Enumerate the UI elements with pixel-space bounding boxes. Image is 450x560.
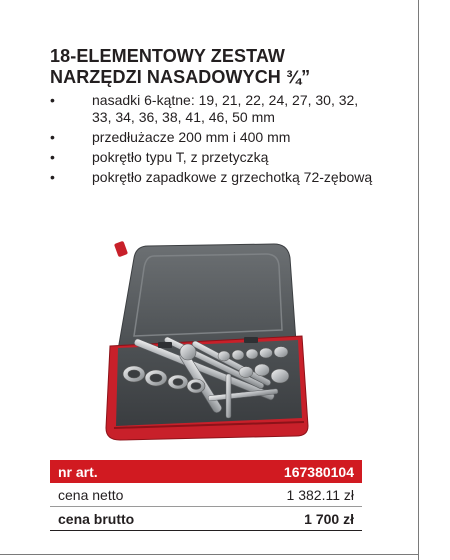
product-specs-table xyxy=(50,460,362,531)
product-title-line-2: NARZĘDZI NASADOWYCH ¾” xyxy=(50,67,311,87)
feature-item xyxy=(50,92,380,126)
net-price-label: cena netto xyxy=(50,483,211,507)
page-border-bottom xyxy=(0,554,419,555)
case-lid xyxy=(118,244,296,350)
net-price-value: 1 382.11 zł xyxy=(211,483,362,507)
article-number-value: 167380104 xyxy=(211,460,362,483)
bullet-icon: • xyxy=(50,92,55,108)
feature-item xyxy=(50,149,380,166)
net-price-row xyxy=(50,483,362,507)
feature-text: pokrętło zapadkowe z grzechotką 72-zębową xyxy=(92,169,373,185)
bullet-icon: • xyxy=(50,169,55,185)
product-title xyxy=(50,46,380,88)
feature-text: nasadki 6-kątne: 19, 21, 22, 24, 27, 30, 32, 33, 34, 36, 38, 41, 46, 50 mm xyxy=(92,92,359,125)
gross-price-value: 1 700 zł xyxy=(211,507,362,531)
article-number-row xyxy=(50,460,362,483)
feature-item xyxy=(50,129,380,146)
gross-price-row xyxy=(50,507,362,531)
socket-set-case-icon xyxy=(96,238,316,448)
bullet-icon: • xyxy=(50,149,55,165)
feature-item xyxy=(50,169,380,186)
bullet-icon: • xyxy=(50,129,55,145)
gross-price-label: cena brutto xyxy=(50,507,211,531)
feature-text: pokrętło typu T, z przetyczką xyxy=(92,149,269,165)
feature-list xyxy=(50,92,380,189)
article-number-label: nr art. xyxy=(50,460,211,483)
product-title-line-1: 18-ELEMENTOWY ZESTAW xyxy=(50,46,286,66)
page-border-right xyxy=(418,0,419,560)
feature-text: przedłużacze 200 mm i 400 mm xyxy=(92,129,291,145)
